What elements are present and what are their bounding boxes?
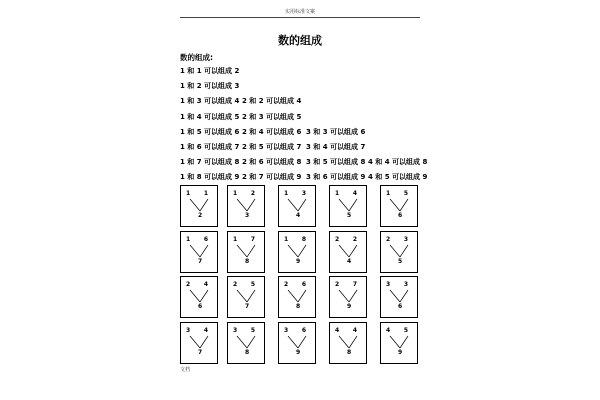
- section-subtitle: 数的组成:: [180, 53, 213, 62]
- bond-line-right: [200, 336, 208, 348]
- bond-part-b: 3: [301, 190, 306, 197]
- number-bond-box: [329, 185, 367, 227]
- bond-line-right: [400, 245, 408, 257]
- composition-row: [180, 157, 430, 172]
- number-bond-box: [227, 322, 265, 364]
- number-bond-box: [227, 185, 265, 227]
- bond-part-b: 7: [352, 281, 357, 288]
- bond-line-left: [190, 336, 200, 348]
- composition-item: 2 和 7 可以组成 9: [242, 173, 302, 182]
- bond-sum: 6: [398, 212, 403, 219]
- bond-sum: 5: [398, 258, 403, 265]
- bond-line-right: [247, 245, 255, 257]
- number-bond-box: [278, 231, 316, 273]
- number-bond-box: [380, 185, 418, 227]
- bond-line-left: [237, 290, 247, 302]
- bond-sum: 6: [198, 303, 203, 310]
- composition-item: 3 和 5 可以组成 8: [306, 158, 366, 167]
- bond-part-a: 1: [386, 190, 391, 197]
- bond-sum: 5: [347, 212, 352, 219]
- composition-item: 1 和 7 可以组成 8: [180, 158, 240, 167]
- bond-part-a: 4: [386, 327, 391, 334]
- bond-line-right: [400, 290, 408, 302]
- composition-item: 2 和 5 可以组成 7: [242, 142, 302, 151]
- composition-item: 1 和 5 可以组成 6: [180, 127, 240, 136]
- number-bond-box: [380, 231, 418, 273]
- bond-line-left: [237, 199, 247, 211]
- bond-part-b: 2: [352, 236, 357, 243]
- bond-line-right: [400, 199, 408, 211]
- bond-line-left: [288, 336, 298, 348]
- bond-part-a: 1: [186, 236, 191, 243]
- composition-item: 1 和 4 可以组成 5: [180, 112, 240, 121]
- bond-sum: 6: [398, 303, 403, 310]
- bond-line-right: [298, 245, 306, 257]
- bond-line-left: [190, 245, 200, 257]
- bond-line-left: [237, 245, 247, 257]
- bond-line-left: [390, 290, 400, 302]
- page-footer: 文档: [180, 367, 191, 373]
- bond-sum: 4: [296, 212, 301, 219]
- composition-item: 3 和 4 可以组成 7: [306, 142, 366, 151]
- bond-part-b: 1: [203, 190, 208, 197]
- number-bond-box: [180, 185, 218, 227]
- bond-part-b: 3: [403, 236, 408, 243]
- composition-row: [180, 142, 430, 157]
- composition-item: 2 和 2 可以组成 4: [242, 97, 302, 106]
- bond-part-b: 5: [403, 327, 408, 334]
- composition-item: 3 和 6 可以组成 9: [306, 173, 366, 182]
- bond-sum: 3: [245, 212, 250, 219]
- composition-item: 1 和 8 可以组成 9: [180, 173, 240, 182]
- number-bond-box: [180, 276, 218, 318]
- bond-line-right: [200, 199, 208, 211]
- composition-row: [180, 81, 430, 96]
- bond-line-right: [349, 290, 357, 302]
- bond-part-b: 5: [250, 281, 255, 288]
- bond-line-right: [200, 245, 208, 257]
- bond-line-left: [390, 245, 400, 257]
- bond-line-right: [349, 336, 357, 348]
- bond-line-right: [298, 290, 306, 302]
- bond-part-a: 3: [233, 327, 238, 334]
- composition-row: [180, 96, 430, 111]
- composition-list: [180, 66, 430, 188]
- bond-line-left: [190, 199, 200, 211]
- bond-sum: 7: [245, 303, 250, 310]
- composition-item: 2 和 3 可以组成 5: [242, 112, 302, 121]
- page-title: 数的组成: [278, 34, 322, 47]
- number-bond-box: [329, 276, 367, 318]
- bond-part-a: 1: [233, 236, 238, 243]
- bond-part-b: 3: [403, 281, 408, 288]
- bond-part-a: 1: [284, 236, 289, 243]
- composition-item: 4 和 4 可以组成 8: [368, 158, 428, 167]
- bond-sum: 9: [398, 349, 403, 356]
- bond-line-right: [349, 199, 357, 211]
- bond-line-left: [339, 336, 349, 348]
- bond-sum: 9: [296, 258, 301, 265]
- header-rule: [180, 17, 420, 18]
- bond-part-a: 3: [386, 281, 391, 288]
- number-bond-box: [380, 276, 418, 318]
- bond-part-a: 3: [186, 327, 191, 334]
- bond-part-a: 2: [335, 236, 340, 243]
- bond-line-left: [190, 290, 200, 302]
- bond-part-a: 3: [284, 327, 289, 334]
- bond-part-b: 6: [301, 281, 306, 288]
- bond-part-a: 2: [233, 281, 238, 288]
- bond-line-left: [339, 199, 349, 211]
- bond-line-right: [298, 336, 306, 348]
- bond-line-left: [339, 290, 349, 302]
- number-bond-box: [227, 231, 265, 273]
- bond-line-right: [247, 199, 255, 211]
- bond-part-a: 1: [284, 190, 289, 197]
- bond-part-a: 2: [284, 281, 289, 288]
- bond-part-b: 5: [403, 190, 408, 197]
- bond-part-b: 4: [203, 327, 208, 334]
- bond-part-a: 2: [386, 236, 391, 243]
- number-bond-box: [329, 322, 367, 364]
- bond-line-left: [288, 199, 298, 211]
- bond-part-a: 2: [186, 281, 191, 288]
- bond-part-b: 4: [352, 190, 357, 197]
- bond-sum: 2: [198, 212, 203, 219]
- bond-part-b: 5: [250, 327, 255, 334]
- bond-part-b: 8: [301, 236, 306, 243]
- bond-line-left: [237, 336, 247, 348]
- bond-line-left: [339, 245, 349, 257]
- bond-line-left: [288, 245, 298, 257]
- number-bond-box: [278, 185, 316, 227]
- number-bond-box: [227, 276, 265, 318]
- composition-row: [180, 112, 430, 127]
- bond-sum: 8: [245, 258, 250, 265]
- bond-part-a: 1: [335, 190, 340, 197]
- bond-sum: 7: [198, 258, 203, 265]
- number-bond-box: [329, 231, 367, 273]
- composition-item: 1 和 1 可以组成 2: [180, 67, 240, 75]
- bond-line-right: [247, 336, 255, 348]
- number-bond-box: [278, 322, 316, 364]
- bond-line-left: [390, 336, 400, 348]
- composition-item: 2 和 6 可以组成 8: [242, 158, 302, 167]
- bond-line-right: [400, 336, 408, 348]
- composition-item: 1 和 6 可以组成 7: [180, 142, 240, 151]
- composition-item: 1 和 2 可以组成 3: [180, 82, 240, 91]
- bond-sum: 7: [198, 349, 203, 356]
- bond-line-left: [288, 290, 298, 302]
- bond-part-a: 1: [233, 190, 238, 197]
- composition-item: 1 和 3 可以组成 4: [180, 97, 240, 106]
- bond-part-b: 7: [250, 236, 255, 243]
- number-bond-box: [380, 322, 418, 364]
- number-bond-box: [180, 322, 218, 364]
- bond-part-b: 6: [301, 327, 306, 334]
- bond-sum: 8: [347, 349, 352, 356]
- bond-part-a: 1: [186, 190, 191, 197]
- bond-line-right: [349, 245, 357, 257]
- bond-line-right: [298, 199, 306, 211]
- bond-part-a: 2: [335, 281, 340, 288]
- bond-sum: 9: [296, 349, 301, 356]
- bond-part-b: 6: [203, 236, 208, 243]
- bond-part-b: 4: [203, 281, 208, 288]
- bond-sum: 8: [245, 349, 250, 356]
- composition-row: [180, 66, 430, 81]
- bond-sum: 9: [347, 303, 352, 310]
- bond-part-a: 4: [335, 327, 340, 334]
- page-header: 实用标准文案: [284, 9, 315, 15]
- bond-sum: 4: [347, 258, 352, 265]
- bond-part-b: 2: [250, 190, 255, 197]
- composition-item: 3 和 3 可以组成 6: [306, 127, 366, 136]
- composition-item: 4 和 5 可以组成 9: [368, 173, 428, 182]
- composition-item: 2 和 4 可以组成 6: [242, 127, 302, 136]
- bond-line-right: [200, 290, 208, 302]
- number-bond-box: [180, 231, 218, 273]
- composition-row: [180, 127, 430, 142]
- bond-sum: 8: [296, 303, 301, 310]
- bond-line-left: [390, 199, 400, 211]
- bond-line-right: [247, 290, 255, 302]
- bond-part-b: 4: [352, 327, 357, 334]
- number-bond-box: [278, 276, 316, 318]
